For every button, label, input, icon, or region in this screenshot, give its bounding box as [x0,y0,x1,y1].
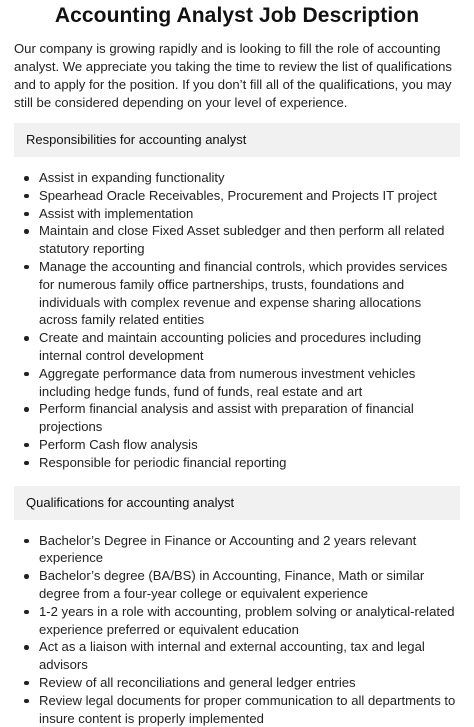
bullet-icon [24,336,29,341]
bullet-icon [24,212,29,217]
intro-paragraph: Our company is growing rapidly and is looking to fill the role of accounting analyst. We appreciate you taking the time to review the list of qualifications and to apply for the position. If you don’t fill all of the qualifications, you may still be considered depending on your level of experience. [14,41,452,110]
list-item [24,187,460,205]
list-item [24,205,460,223]
list-item-text: Spearhead Oracle Receivables, Procurement and Projects IT project [39,187,437,203]
bullet-icon [24,372,29,377]
bullet-icon [24,229,29,234]
qualifications-heading: Qualifications for accounting analyst [14,486,460,520]
list-item [24,567,460,603]
list-item [24,258,460,329]
bullet-icon [24,461,29,466]
bullet-icon [24,194,29,199]
list-item-text: Assist in expanding functionality [39,170,225,185]
list-item-text: Review legal documents for proper communication to all departments to insure content is properly implemented [39,692,456,726]
bullet-icon [24,681,29,686]
list-item [24,436,460,454]
list-item-text: Create and maintain accounting policies and procedures including internal control development [39,330,422,363]
list-item-text: Perform Cash flow analysis [39,436,198,452]
list-item [24,603,460,639]
list-item-text: Responsible for periodic financial reporting [39,454,287,470]
list-item-text: Assist with implementation [39,205,194,221]
list-item-text: Manage the accounting and financial controls, which provides services for numerous family office partnerships, trusts, foundations and individuals with complex revenue and expense sharing allocations across family related entities [39,258,448,328]
list-item-text: Act as a liaison with internal and external accounting, tax and legal advisors [39,639,425,673]
bullet-icon [24,699,29,704]
list-item-text: Review of all reconciliations and general ledger entries [39,674,356,690]
bullet-icon [24,574,29,579]
list-item [24,638,460,674]
bullet-icon [24,407,29,412]
list-item-text: Bachelor’s Degree in Finance or Accounting and 2 years relevant experience [39,532,417,566]
list-item [24,532,460,568]
bullet-icon [24,539,29,544]
bullet-icon [24,265,29,270]
list-item-text: Maintain and close Fixed Asset subledger and then perform all related statutory reporting [39,223,445,257]
list-item [24,222,460,258]
list-item-text: Aggregate performance data from numerous investment vehicles including hedge funds, fund of funds, real estate and art [39,365,416,399]
list-item [24,400,460,436]
qualifications-list [14,532,460,727]
list-item-text: Bachelor’s degree (BA/BS) in Accounting, Finance, Math or similar degree from a four-year college or equivalent experience [39,568,425,601]
responsibilities-heading: Responsibilities for accounting analyst [14,123,460,157]
bullet-icon [24,610,29,615]
list-item [24,365,460,401]
page-title: Accounting Analyst Job Description [54,4,420,27]
list-item-text: Perform financial analysis and assist with preparation of financial projections [39,401,414,435]
list-item [24,169,460,187]
list-item [24,674,460,692]
bullet-icon [24,645,29,650]
bullet-icon [24,443,29,448]
responsibilities-list [14,169,460,472]
list-item-text: 1-2 years in a role with accounting, problem solving or analytical-related experience preferred or equivalent education [39,603,455,637]
list-item [24,329,460,365]
list-item [24,454,460,472]
list-item [24,692,460,727]
bullet-icon [24,176,29,181]
